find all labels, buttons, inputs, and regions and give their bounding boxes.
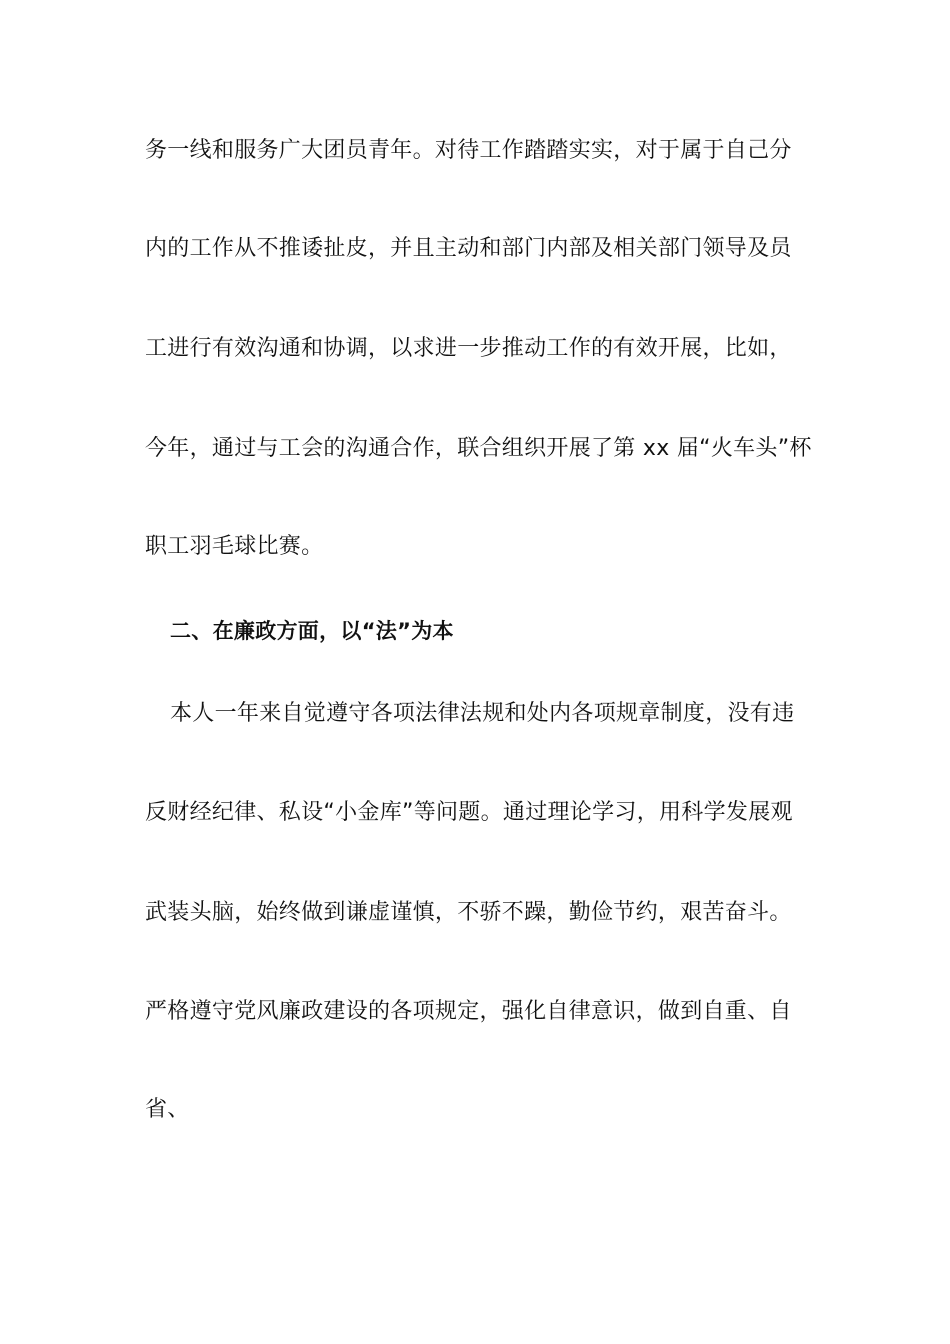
paragraph-line: 职工羽毛球比赛。 — [145, 534, 324, 559]
paragraph-line: 工进行有效沟通和协调，以求进一步推动工作的有效开展，比如， — [145, 336, 792, 361]
section-heading: 二、在廉政方面，以“法”为本 — [170, 619, 454, 643]
paragraph-line: 严格遵守党风廉政建设的各项规定，强化自律意识，做到自重、自 — [145, 999, 792, 1024]
paragraph-line: 本人一年来自觉遵守各项法律法规和处内各项规章制度，没有违 — [170, 701, 795, 726]
paragraph-line: 内的工作从不推诿扯皮，并且主动和部门内部及相关部门领导及员 — [145, 236, 792, 261]
paragraph-line: 今年，通过与工会的沟通合作，联合组织开展了第 xx 届“火车头”杯 — [145, 436, 812, 461]
paragraph-line: 反财经纪律、私设“小金库”等问题。通过理论学习，用科学发展观 — [145, 800, 793, 825]
paragraph-line: 省、 — [145, 1097, 190, 1122]
paragraph-line: 务一线和服务广大团员青年。对待工作踏踏实实，对于属于自己分 — [145, 138, 792, 163]
paragraph-line: 武装头脑，始终做到谦虚谨慎，不骄不躁，勤俭节约，艰苦奋斗。 — [145, 900, 792, 925]
